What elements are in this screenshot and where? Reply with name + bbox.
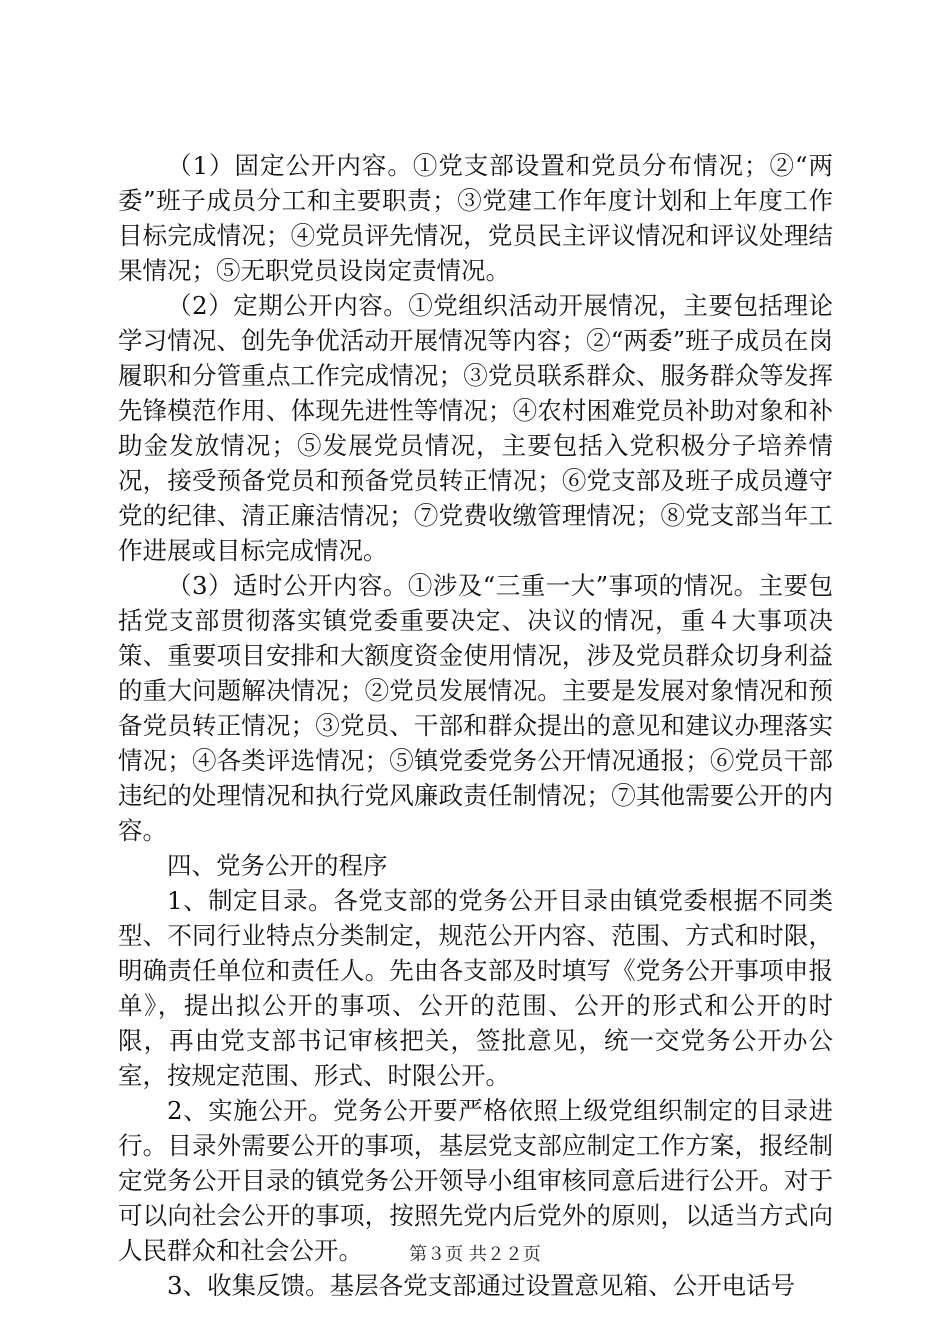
page-number-footer: 第３页 共２２页 xyxy=(409,1244,541,1265)
paragraph-implement-disclosure: 2、实施公开。党务公开要严格依照上级党组织制定的目录进行。目录外需要公开的事项，基层党支部应制定工作方案，报经制定党务公开目录的镇党务公开领导小组审核同意后进行公开。对于可以向社会公开的事项，按照先党内后党外的原则，以适当方式向人民群众和社会公开。 xyxy=(118,1096,833,1265)
paragraph-periodic-content: （2）定期公开内容。①党组织活动开展情况，主要包括理论学习情况、创先争优活动开展情况等内容；②“两委”班子成员在岗履职和分管重点工作完成情况；③党员联系群众、服务群众等发挥先锋模范作用、体现先进性等情况；④农村困难党员补助对象和补助金发放情况；⑤发展党员情况，主要包括入党积极分子培养情况，接受预备党员和预备党员转正情况；⑥党支部及班子成员遵守党的纪律、清正廉洁情况；⑦党费收缴管理情况；⑧党支部当年工作进展或目标完成情况。 xyxy=(118,291,833,565)
paragraph-fixed-content: （1）固定公开内容。①党支部设置和党员分布情况；②“两委”班子成员分工和主要职责；③党建工作年度计划和上年度工作目标完成情况；④党员评先情况，党员民主评议情况和评议处理结果情况；⑤无职党员设岗定责情况。 xyxy=(118,151,833,285)
paragraph-collect-feedback: 3、收集反馈。基层各党支部通过设置意见箱、公开电话号 xyxy=(167,1271,796,1300)
section-heading-procedure: 四、党务公开的程序 xyxy=(167,851,388,880)
paragraph-make-catalog: 1、制定目录。各党支部的党务公开目录由镇党委根据不同类型、不同行业特点分类制定，规范公开内容、范围、方式和时限，明确责任单位和责任人。先由各支部及时填写《党务公开事项申报单》，提出拟公开的事项、公开的范围、公开的形式和公开的时限，再由党支部书记审核把关，签批意见，统一交党务公开办公室，按规定范围、形式、时限公开。 xyxy=(118,886,833,1090)
paragraph-timely-content: （3）适时公开内容。①涉及“三重一大”事项的情况。主要包括党支部贯彻落实镇党委重要决定、决议的情况，重４大事项决策、重要项目安排和大额度资金使用情况，涉及党员群众切身利益的重大问题解决情况；②党员发展情况。主要是发展对象情况和预备党员转正情况；③党员、干部和群众提出的意见和建议办理落实情况；④各类评选情况；⑤镇党委党务公开情况通报；⑥党员干部违纪的处理情况和执行党风廉政责任制情况；⑦其他需要公开的内容。 xyxy=(118,571,833,845)
document-body xyxy=(118,148,833,1303)
